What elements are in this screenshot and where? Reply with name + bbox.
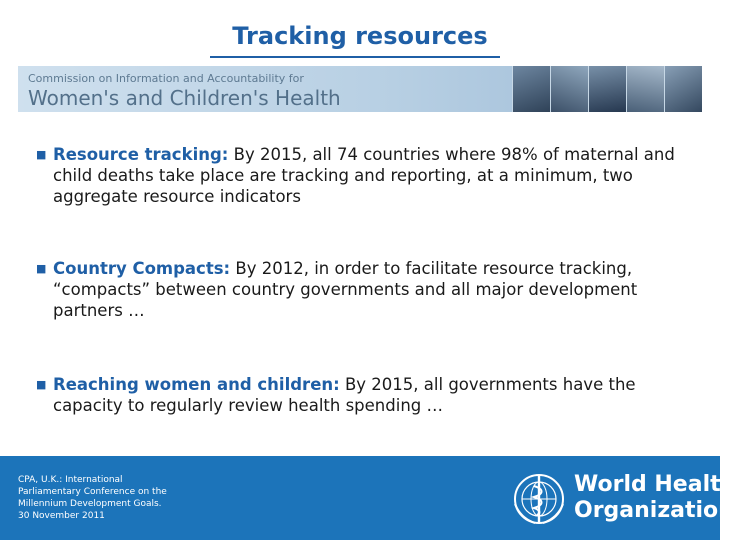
footer-bar <box>0 456 736 540</box>
bullet-item-reaching-women-children <box>36 374 696 416</box>
who-name-line2: Organization <box>574 498 734 523</box>
commission-banner <box>18 66 702 112</box>
bullet-text: By 2012, in order to facilitate resource tracking, “compacts” between country governments and all major development partners … <box>53 259 638 320</box>
square-bullet-icon: ■ <box>36 262 47 275</box>
banner-photo <box>512 66 550 112</box>
square-bullet-icon: ■ <box>36 148 47 161</box>
banner-photo <box>550 66 588 112</box>
banner-photo <box>588 66 626 112</box>
bullet-lead: Resource tracking: <box>53 145 229 164</box>
banner-photo <box>664 66 702 112</box>
footer-event-info <box>18 474 218 522</box>
banner-subtitle: Commission on Information and Accountability for <box>28 72 304 85</box>
bullet-text: By 2015, all 74 countries where 98% of maternal and child deaths take place are tracking and reporting, at a minimum, two aggregate resource indicators <box>53 145 675 206</box>
square-bullet-icon: ■ <box>36 378 47 391</box>
footer-line: Parliamentary Conference on the <box>18 487 167 497</box>
title-underline <box>210 56 500 58</box>
bullet-lead: Country Compacts: <box>53 259 231 278</box>
bullet-item-country-compacts <box>36 258 696 321</box>
who-emblem-icon <box>510 470 568 528</box>
bullet-text: By 2015, all governments have the capacity to regularly review health spending … <box>53 375 636 415</box>
who-name-line1: World Health <box>574 472 736 497</box>
who-wordmark <box>574 472 736 524</box>
slide-title: Tracking resources <box>232 22 488 50</box>
banner-photo <box>626 66 664 112</box>
footer-line: 30 November 2011 <box>18 511 105 521</box>
footer-line: Millennium Development Goals. <box>18 499 162 509</box>
footer-line: CPA, U.K.: International <box>18 475 123 485</box>
bullet-item-resource-tracking <box>36 144 696 207</box>
banner-title: Women's and Children's Health <box>28 86 341 110</box>
banner-photo-strip <box>512 66 702 112</box>
bullet-lead: Reaching women and children: <box>53 375 340 394</box>
